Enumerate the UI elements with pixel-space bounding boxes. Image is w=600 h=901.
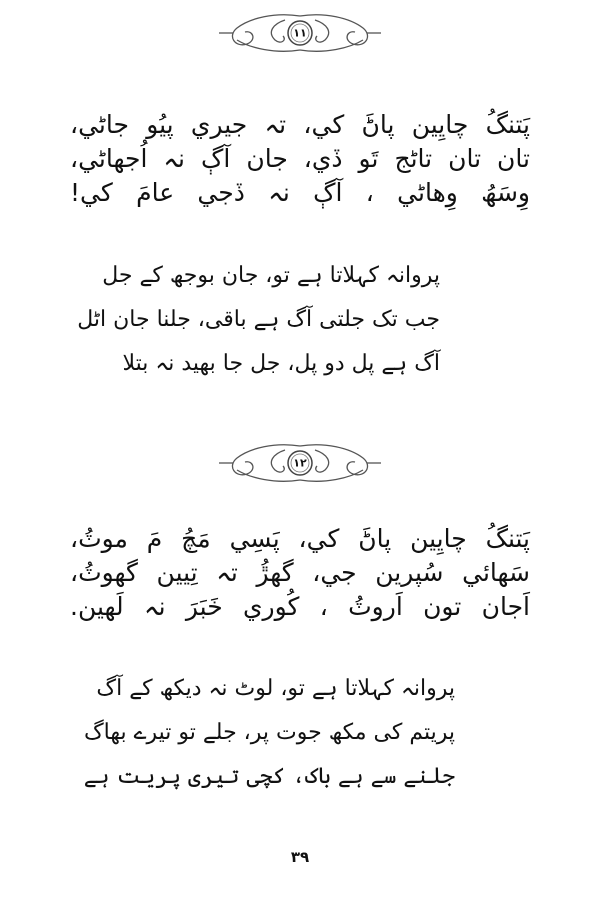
urdu-verse bbox=[84, 667, 455, 799]
sindhi-verse bbox=[70, 522, 530, 624]
urdu-line: پریتم کی مکھ جوت پر، جلے تو تیرے بھاگ bbox=[83, 720, 455, 745]
urdu-line: جب تک جلتی آگ ہے باقی، جلنا جان اٹل bbox=[77, 307, 440, 332]
sindhi-line: سَھائي سُپرين جي، گهڙُ تہ تِيين گهوٽُ، bbox=[70, 558, 530, 587]
sindhi-line: وِسَھُ وِھاڻي ، آڳ نہ ڏجي عامَ کي! bbox=[70, 178, 530, 207]
urdu-line: جلنے سے ہے باک، کچی تیری پریت ہے bbox=[83, 764, 455, 789]
urdu-line: پروانہ کہلاتا ہے تو، لوٹ نہ دیکھ کے آگ bbox=[96, 676, 455, 701]
sindhi-line: پَتنگُ چايِين پاڻَ کي، تہ جيري پيُو جاڻي، bbox=[70, 110, 530, 139]
page-number: ٣٩ bbox=[290, 848, 310, 866]
urdu-verse bbox=[77, 254, 440, 386]
sindhi-verse bbox=[70, 108, 530, 210]
section-ornament bbox=[215, 440, 385, 486]
sindhi-line: تان تان تاڻج تَو ڏي، جان آڳ نہ اُجهاڻي، bbox=[70, 144, 530, 173]
urdu-line: پروانہ کہلاتا ہے تو، جان بوجھ کے جل bbox=[102, 263, 440, 288]
section-number: ١٢ bbox=[293, 456, 307, 470]
sindhi-line: پَتنگُ چايِين پاڻَ کي، پَسِي مَچُ مَ موٽُ، bbox=[70, 524, 530, 553]
sindhi-line: اَجان تون اَروٽُ ، کُوري خَبَرَ نہ لَھين. bbox=[70, 592, 530, 621]
section-ornament bbox=[215, 10, 385, 56]
urdu-line: آگ ہے پل دو پل، جل جا بھید نہ بتلا bbox=[122, 351, 440, 376]
section-number: ١١ bbox=[293, 26, 307, 40]
